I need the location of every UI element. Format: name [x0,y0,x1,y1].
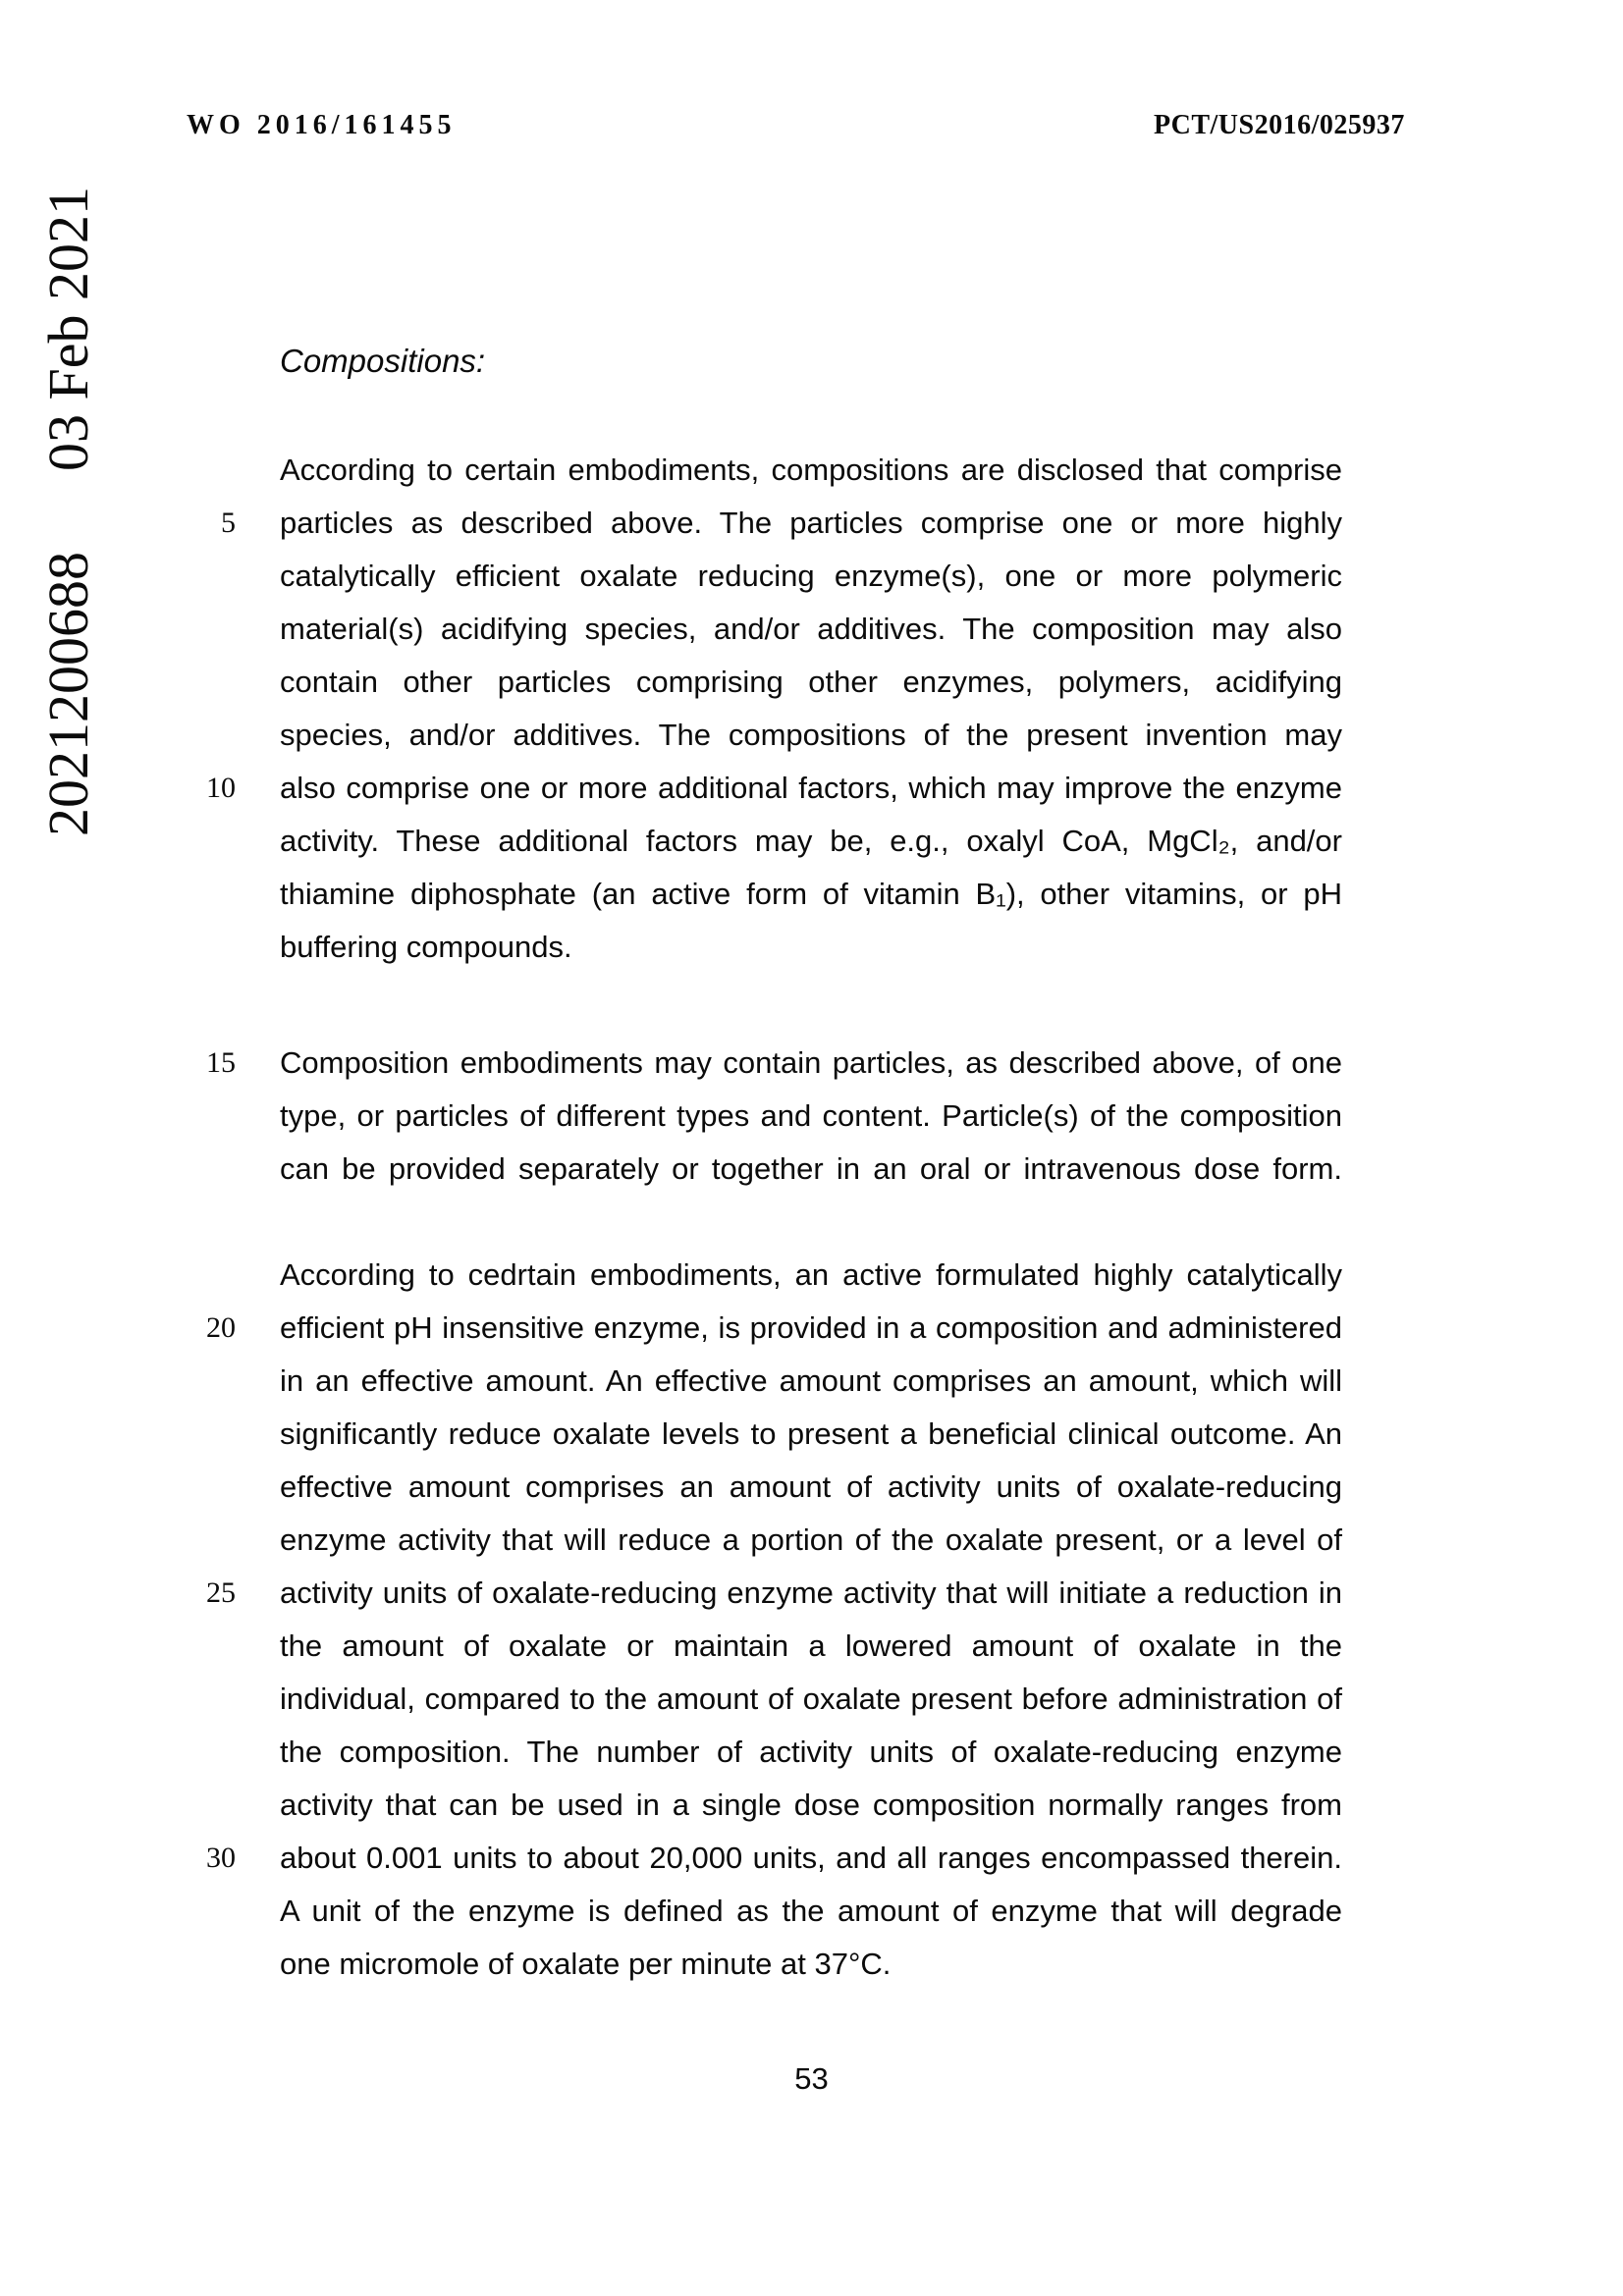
text-line: the amount of oxalate or maintain a lowered amount of oxalate in the [280,1629,1342,1663]
text-line: also comprise one or more additional factors, which may improve the enzyme [280,771,1342,805]
margin-line-number: 30 [206,1842,236,1874]
text-line: can be provided separately or together in an oral or intravenous dose form. [280,1151,1342,1186]
text-line: thiamine diphosphate (an active form of vitamin B₁), other vitamins, or pH [280,877,1342,911]
text-line: about 0.001 units to about 20,000 units, and all ranges encompassed therein. [280,1841,1342,1875]
section-heading: Compositions: [280,343,486,379]
priority-stamp [38,187,99,836]
paragraph [280,444,1342,974]
text-line: activity that can be used in a single dose composition normally ranges from [280,1788,1342,1822]
margin-line-number: 25 [206,1576,236,1609]
margin-line-number: 5 [221,507,236,539]
page-number: 53 [794,2061,829,2096]
text-line: material(s) acidifying species, and/or additives. The composition may also [280,612,1342,646]
text-line: According to certain embodiments, compositions are disclosed that comprise [280,453,1342,487]
text-line: activity units of oxalate-reducing enzyme activity that will initiate a reduction in [280,1575,1342,1610]
text-line: catalytically efficient oxalate reducing enzyme(s), one or more polymeric [280,559,1342,593]
text-line: contain other particles comprising other enzymes, polymers, acidifying [280,665,1342,699]
text-line: Composition embodiments may contain particles, as described above, of one [280,1045,1342,1080]
text-line: significantly reduce oxalate levels to present a beneficial clinical outcome. An [280,1416,1342,1451]
application-number-header: PCT/US2016/025937 [1154,110,1405,140]
margin-line-number: 20 [206,1311,236,1344]
text-line: A unit of the enzyme is defined as the amount of enzyme that will degrade [280,1894,1342,1928]
margin-line-number: 15 [206,1046,236,1079]
text-line: the composition. The number of activity units of oxalate-reducing enzyme [280,1735,1342,1769]
margin-line-number: 10 [206,772,236,804]
text-line: activity. These additional factors may be, e.g., oxalyl CoA, MgCl₂, and/or [280,824,1342,858]
text-line: effective amount comprises an amount of activity units of oxalate-reducing [280,1469,1342,1504]
text-line: in an effective amount. An effective amount comprises an amount, which will [280,1363,1342,1398]
text-line: According to cedrtain embodiments, an active formulated highly catalytically [280,1257,1342,1292]
text-line: species, and/or additives. The compositions of the present invention may [280,718,1342,752]
text-line: efficient pH insensitive enzyme, is provided in a composition and administered [280,1310,1342,1345]
paragraph [280,1037,1342,1196]
text-line: buffering compounds. [280,930,572,964]
text-line: individual, compared to the amount of oxalate present before administration of [280,1682,1342,1716]
text-line: type, or particles of different types and content. Particle(s) of the composition [280,1098,1342,1133]
text-line: one micromole of oxalate per minute at 37°C. [280,1947,892,1981]
stamp-number: 2021200688 [36,552,100,836]
stamp-date: 03 Feb 2021 [36,187,100,471]
paragraph [280,1249,1342,1991]
text-line: enzyme activity that will reduce a portion of the oxalate present, or a level of [280,1522,1342,1557]
text-line: particles as described above. The particles comprise one or more highly [280,506,1342,540]
publication-number-header: WO 2016/161455 [187,110,457,140]
